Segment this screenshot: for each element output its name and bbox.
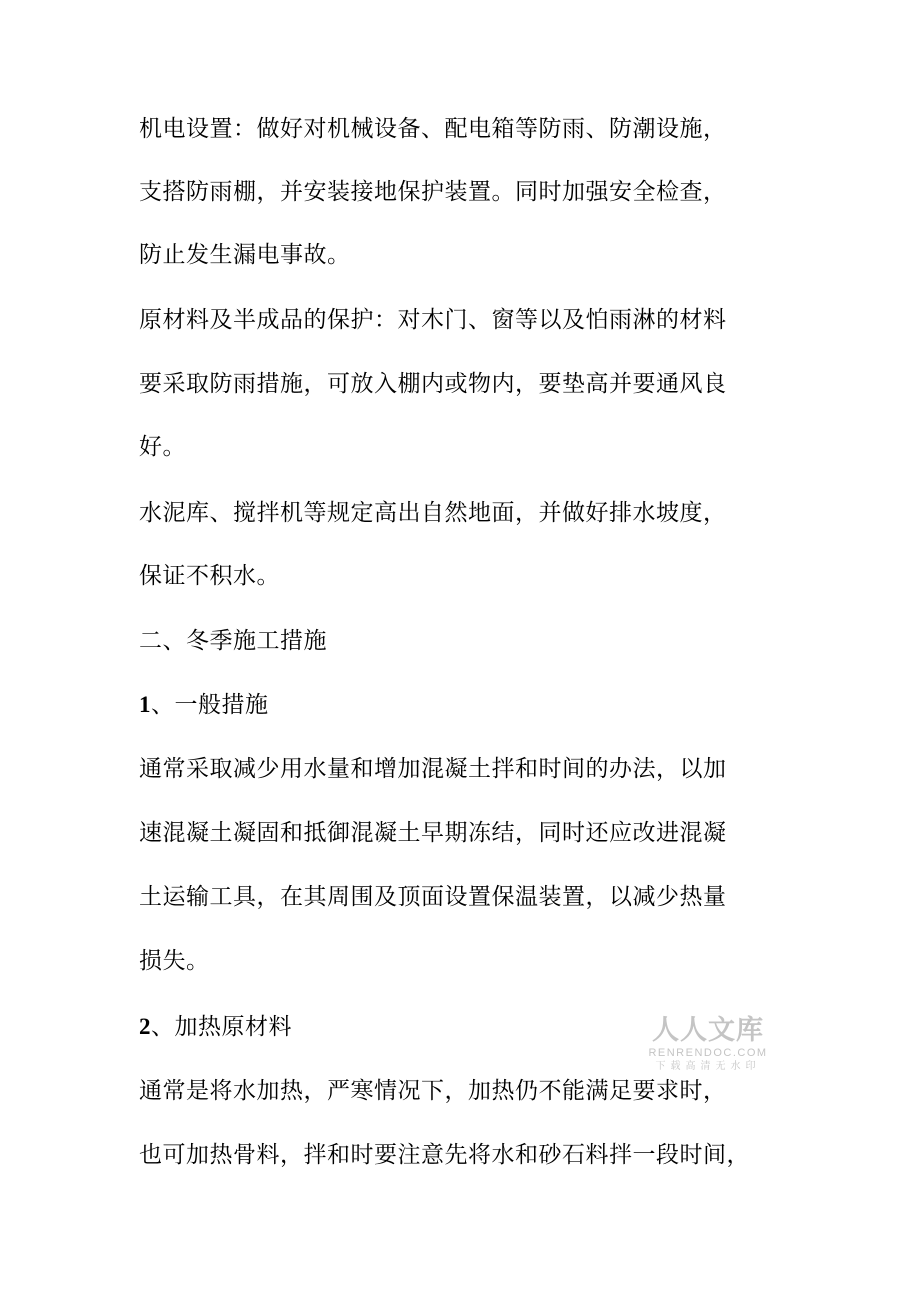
watermark-tagline: 下载高清无水印 [655,1061,761,1072]
subsection-heading [139,690,269,720]
text-line: 通常是将水加热，严寒情况下，加热仍不能满足要求时， [139,1078,727,1104]
subsection-heading [139,1012,292,1042]
text-line: 保证不积水。 [139,563,280,589]
text-line: 通常采取减少用水量和增加混凝土拌和时间的办法，以加 [139,756,727,782]
text-line: 土运输工具，在其周围及顶面设置保温装置，以减少热量 [139,884,727,910]
text-line: 要采取防雨措施，可放入棚内或物内，要垫高并要通风良 [139,371,727,397]
subsection-title: 、加热原材料 [151,1014,292,1040]
text-line: 原材料及半成品的保护：对木门、窗等以及怕雨淋的材料 [139,307,727,333]
subsection-number: 1 [139,692,151,717]
text-line: 速混凝土凝固和抵御混凝土早期冻结，同时还应改进混凝 [139,820,727,846]
watermark-url: RENRENDOC.COM [648,1047,768,1059]
subsection-number: 2 [139,1014,151,1039]
text-line: 损失。 [139,948,210,974]
text-line: 防止发生漏电事故。 [139,242,351,268]
section-heading: 二、冬季施工措施 [139,628,327,654]
text-line: 水泥库、搅拌机等规定高出自然地面，并做好排水坡度， [139,500,727,526]
watermark-title: 人人文库 [652,1015,764,1046]
text-line: 机电设置：做好对机械设备、配电箱等防雨、防潮设施， [139,116,727,142]
text-line: 支搭防雨棚，并安装接地保护装置。同时加强安全检查， [139,179,727,205]
subsection-title: 、一般措施 [151,692,269,718]
text-line: 也可加热骨料，拌和时要注意先将水和砂石料拌一段时间， [139,1142,750,1168]
text-line: 好。 [139,434,186,460]
watermark-logo [642,1015,774,1074]
